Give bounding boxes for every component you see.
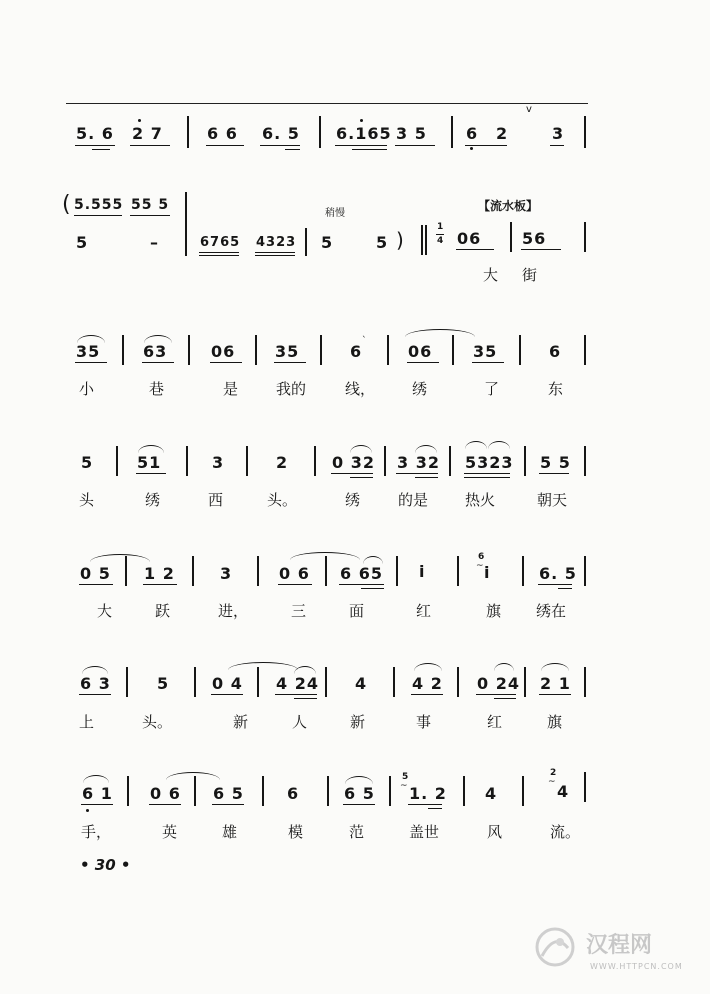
lyric: 朝天: [537, 491, 568, 509]
barline: [387, 335, 389, 365]
barline: [314, 446, 316, 476]
note-group: 3 32: [397, 453, 440, 472]
note: i: [419, 562, 426, 581]
underline: [81, 804, 113, 805]
lyric: 跃: [155, 602, 171, 620]
barline: [421, 225, 423, 255]
underline: [255, 255, 295, 256]
note-group: 0 6: [150, 784, 181, 803]
underline: [411, 694, 443, 695]
slur: [414, 663, 442, 671]
tempo-mark: 稍慢: [325, 208, 345, 219]
lyric: 热火: [465, 491, 496, 509]
note-group: 06: [408, 342, 433, 361]
barline: [246, 446, 248, 476]
barline: [319, 116, 321, 148]
underline: [428, 808, 442, 809]
barline: [584, 772, 586, 802]
watermark-text: 汉程网: [586, 933, 653, 958]
barline: [457, 667, 459, 697]
lyric: 头。: [142, 713, 173, 731]
underline: [199, 255, 239, 256]
note: 5: [76, 233, 89, 252]
note-group: 3 5: [396, 124, 427, 143]
barline: [325, 556, 327, 586]
note: 6: [466, 124, 479, 143]
underline: [136, 473, 166, 474]
note-group: 06: [457, 229, 482, 248]
barline: [524, 446, 526, 476]
barline: [584, 335, 586, 365]
lyric: 风: [487, 823, 503, 841]
page-number: • 30 •: [80, 856, 131, 874]
lyric: 旗: [486, 602, 502, 620]
time-signature-line: [436, 234, 444, 235]
underline: [275, 694, 317, 695]
barline: [187, 116, 189, 148]
note: 2: [496, 124, 509, 143]
note-group: 35: [275, 342, 300, 361]
underline: [285, 149, 300, 150]
underline: [130, 145, 170, 146]
note: 6: [549, 342, 562, 361]
note: 3: [212, 453, 225, 472]
barline: [584, 116, 586, 148]
underline: [343, 804, 375, 805]
note-group: 63: [143, 342, 168, 361]
octave-dot: [138, 119, 141, 122]
note: 6: [350, 342, 363, 361]
slur: [405, 329, 475, 337]
octave-dot: [360, 119, 363, 122]
barline: [457, 556, 459, 586]
underline: [350, 477, 373, 478]
note-group: 0 24: [477, 674, 520, 693]
lyric: 绣: [145, 491, 161, 509]
lyric: 的是: [398, 491, 429, 509]
lyric: 了: [484, 380, 500, 398]
barline: [255, 335, 257, 365]
barline: [449, 446, 451, 476]
note: 5: [376, 233, 389, 252]
underline: [464, 473, 510, 474]
underline: [210, 362, 242, 363]
barline: [185, 192, 187, 256]
underline: [149, 804, 181, 805]
time-signature-top: 1: [437, 222, 444, 232]
lyric: 线，: [345, 380, 376, 398]
lyric: 上: [79, 713, 95, 731]
time-signature-bottom: 4: [437, 236, 444, 246]
slur: [82, 666, 108, 674]
note-group: 5323: [465, 453, 514, 472]
underline: [278, 584, 312, 585]
lyric: 盖世: [409, 823, 440, 841]
lyric: 绣: [412, 380, 428, 398]
lyric: 范: [349, 823, 365, 841]
breath-mark: v: [526, 104, 532, 115]
underline: [465, 145, 507, 146]
ornament-mark: `: [362, 336, 367, 346]
lyric: 人: [292, 713, 308, 731]
underline: [464, 477, 510, 478]
barline: [425, 225, 427, 255]
note-group: 6765: [200, 235, 241, 250]
note-group: 6. 5: [262, 124, 300, 143]
grace-mark: ~: [400, 781, 408, 791]
underline: [395, 145, 435, 146]
dash: –: [150, 233, 159, 252]
barline: [257, 667, 259, 697]
lyric: 流。: [550, 823, 581, 841]
underline: [92, 149, 110, 150]
underline: [75, 145, 115, 146]
note-group: 1. 2: [409, 784, 447, 803]
lyric: 头。: [267, 491, 298, 509]
lyric: 是: [223, 380, 239, 398]
slur: [138, 445, 164, 453]
barline: [522, 776, 524, 806]
note-group: 6 1: [82, 784, 113, 803]
barline: [389, 776, 391, 806]
barline: [305, 228, 307, 256]
note-group: 2 7: [132, 124, 163, 143]
lyric: 大: [97, 602, 113, 620]
lyric: 红: [416, 602, 432, 620]
barline: [126, 667, 128, 697]
barline: [519, 335, 521, 365]
barline: [463, 776, 465, 806]
note-group: 56: [522, 229, 547, 248]
grace-note: 6: [478, 552, 485, 562]
note-group: 4323: [256, 235, 297, 250]
underline: [550, 145, 564, 146]
grace-mark: ~: [476, 561, 484, 571]
underline: [199, 252, 239, 253]
underline: [339, 584, 384, 585]
underline: [415, 477, 438, 478]
barline: [393, 667, 395, 697]
underline: [476, 694, 516, 695]
note: 6: [287, 784, 300, 803]
note-group: 35: [473, 342, 498, 361]
lyric: 巷: [149, 380, 165, 398]
barline: [522, 556, 524, 586]
note-group: 2 1: [540, 674, 571, 693]
barline: [122, 335, 124, 365]
note-group: 1 2: [144, 564, 175, 583]
slur: [415, 445, 437, 453]
note-group: 6.165: [336, 124, 392, 143]
lyric: 模: [288, 823, 304, 841]
barline: [188, 335, 190, 365]
underline: [396, 473, 438, 474]
underline: [206, 145, 244, 146]
note: 5: [157, 674, 170, 693]
barline: [320, 335, 322, 365]
watermark-logo-icon: [530, 922, 580, 972]
barline: [125, 556, 127, 586]
slur: [488, 441, 510, 449]
note-group: 06: [211, 342, 236, 361]
underline: [130, 215, 170, 216]
note-group: 5.555: [74, 197, 124, 213]
note: 3: [220, 564, 233, 583]
lyric: 绣在: [536, 602, 567, 620]
note-group: 6 3: [80, 674, 111, 693]
note: 4: [485, 784, 498, 803]
slur: [294, 666, 316, 674]
slur: [90, 554, 150, 562]
barline: [524, 667, 526, 697]
underline: [352, 149, 387, 150]
note-group: 55 5: [131, 197, 170, 213]
underline: [74, 215, 122, 216]
slur: [228, 662, 298, 670]
note-group: 0 5: [80, 564, 111, 583]
barline: [127, 776, 129, 806]
underline: [558, 588, 572, 589]
lyric: 进，: [218, 602, 249, 620]
underline: [472, 362, 504, 363]
paren-open: (: [62, 192, 71, 217]
underline: [361, 588, 384, 589]
lyric: 面: [349, 602, 365, 620]
note-group: 35: [76, 342, 101, 361]
underline: [211, 694, 243, 695]
lyric: 东: [548, 380, 564, 398]
underline: [294, 698, 317, 699]
note-group: 4 24: [276, 674, 319, 693]
underline: [331, 473, 373, 474]
barline: [194, 667, 196, 697]
barline: [584, 446, 586, 476]
section-mark: 【流水板】: [478, 199, 539, 213]
lyric: 我的: [276, 380, 307, 398]
slur: [350, 445, 372, 453]
paren-close: ): [396, 228, 404, 252]
barline: [451, 116, 453, 148]
lyric: 街: [522, 266, 538, 284]
underline: [142, 362, 174, 363]
octave-dot: [470, 147, 473, 150]
underline: [456, 249, 494, 250]
slur: [541, 663, 569, 671]
watermark-url: WWW.HTTPCN.COM: [590, 962, 683, 971]
barline: [584, 556, 586, 586]
top-rule: [66, 103, 588, 104]
underline: [143, 584, 177, 585]
underline: [255, 252, 295, 253]
barline: [194, 776, 196, 806]
barline: [327, 776, 329, 806]
octave-dot: [86, 809, 89, 812]
note-group: 5 5: [540, 453, 571, 472]
barline: [257, 556, 259, 586]
note: 4: [355, 674, 368, 693]
grace-note: 5: [402, 772, 409, 782]
underline: [274, 362, 306, 363]
lyric: 红: [487, 713, 503, 731]
underline: [79, 584, 113, 585]
lyric: 手，: [81, 823, 112, 841]
note-group: 5. 6: [76, 124, 114, 143]
lyric: 新: [233, 713, 249, 731]
lyric: 新: [350, 713, 366, 731]
lyric: 大: [483, 266, 499, 284]
barline: [186, 446, 188, 476]
note-group: 4 2: [412, 674, 443, 693]
underline: [335, 145, 387, 146]
barline: [510, 222, 512, 252]
barline: [584, 667, 586, 697]
underline: [408, 804, 442, 805]
lyric: 小: [79, 380, 95, 398]
underline: [212, 804, 244, 805]
lyric: 事: [416, 713, 432, 731]
slur: [465, 441, 487, 449]
slur: [345, 776, 373, 784]
underline: [539, 694, 571, 695]
note-group: 6 65: [340, 564, 383, 583]
slur: [166, 772, 220, 780]
lyric: 旗: [547, 713, 563, 731]
barline: [396, 556, 398, 586]
note: 2: [276, 453, 289, 472]
underline: [538, 584, 572, 585]
note-group: 6. 5: [539, 564, 577, 583]
lyric: 英: [162, 823, 178, 841]
note-group: 0 4: [212, 674, 243, 693]
note-group: 0 6: [279, 564, 310, 583]
barline: [384, 446, 386, 476]
underline: [75, 362, 107, 363]
lyric: 雄: [222, 823, 238, 841]
barline: [584, 222, 586, 252]
note-group: 6 6: [207, 124, 238, 143]
note: 5: [81, 453, 94, 472]
lyric: 三: [291, 602, 307, 620]
slur: [363, 556, 383, 564]
note: 4: [557, 782, 570, 801]
barline: [262, 776, 264, 806]
note-group: 51: [137, 453, 162, 472]
lyric: 西: [208, 491, 224, 509]
note-group: 6 5: [344, 784, 375, 803]
note-group: 6 5: [213, 784, 244, 803]
note: 5: [321, 233, 334, 252]
barline: [325, 667, 327, 697]
underline: [260, 145, 300, 146]
underline: [79, 694, 111, 695]
grace-note: 2: [550, 768, 557, 778]
note: i: [484, 563, 491, 582]
grace-mark: ~: [548, 777, 556, 787]
note: 3: [552, 124, 565, 143]
underline: [521, 249, 561, 250]
barline: [116, 446, 118, 476]
underline: [539, 473, 569, 474]
barline: [192, 556, 194, 586]
lyric: 绣: [345, 491, 361, 509]
lyric: 头: [79, 491, 95, 509]
underline: [494, 698, 516, 699]
note-group: 0 32: [332, 453, 375, 472]
slur: [494, 663, 514, 671]
barline: [452, 335, 454, 365]
slur: [83, 775, 109, 783]
underline: [407, 362, 439, 363]
